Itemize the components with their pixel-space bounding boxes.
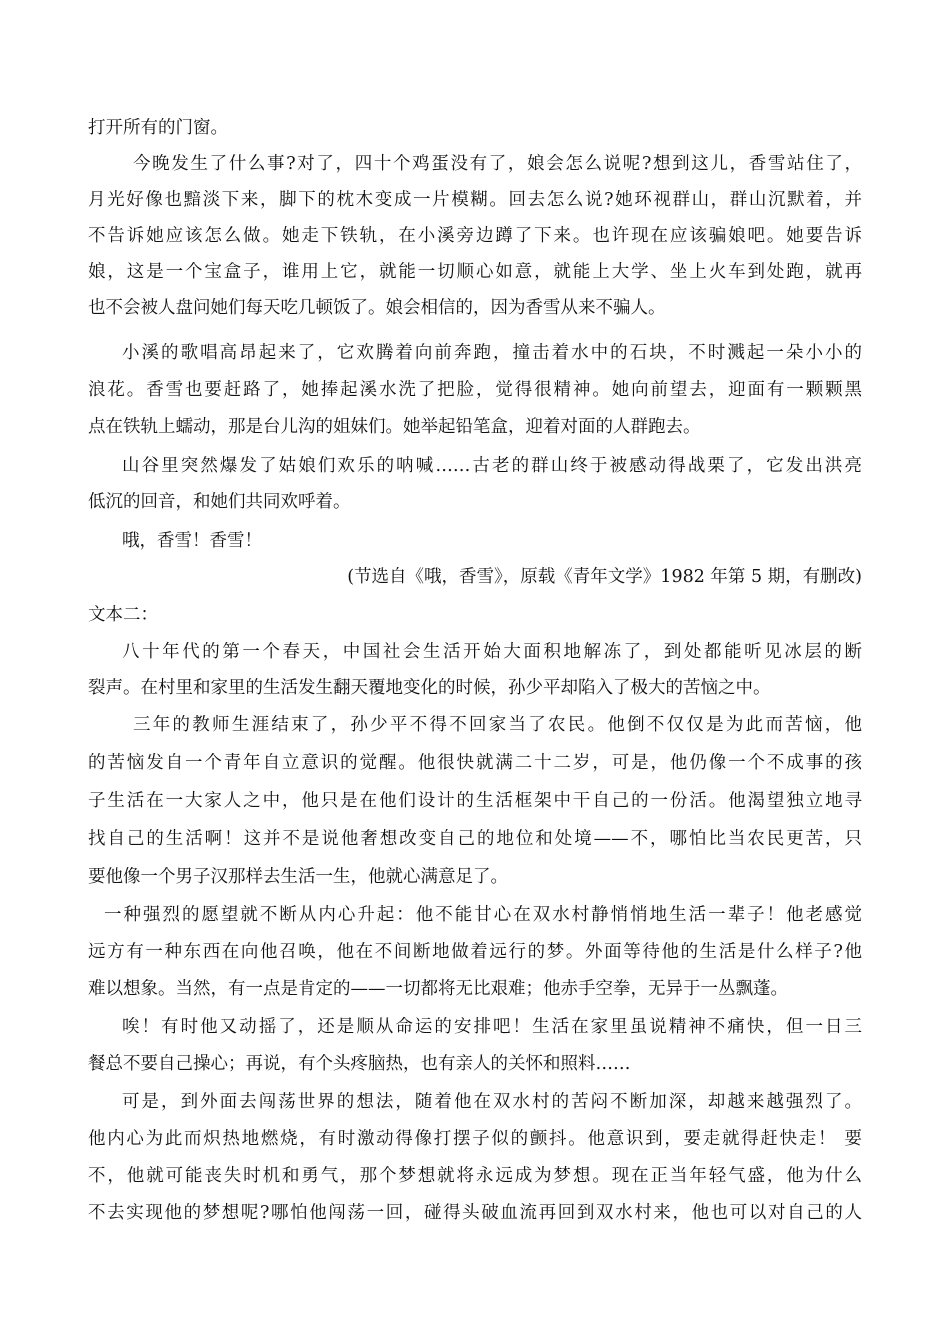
text-line: 月光好像也黯淡下来，脚下的枕木变成一片模糊。回去怎么说?她环视群山，群山沉默着，并 <box>88 190 862 210</box>
source-citation: (节选自《哦，香雪》，原载《青年文学》1982 年第 5 期，有删改) <box>347 567 862 587</box>
text-line: 打开所有的门窗。 <box>88 118 228 138</box>
text-line: 远方有一种东西在向他召唤，他在不间断地做着远行的梦。外面等待他的生活是什么样子?他 <box>88 942 862 962</box>
text-line: 今晚发生了什么事?对了，四十个鸡蛋没有了，娘会怎么说呢?想到这儿，香雪站住了， <box>133 154 862 174</box>
section-heading: 文本二： <box>88 605 158 625</box>
text-line: 浪花。香雪也要赶路了，她捧起溪水洗了把脸，觉得很精神。她向前望去，迎面有一颗颗黑 <box>88 380 862 400</box>
text-line: 可是，到外面去闯荡世界的想法，随着他在双水村的苦闷不断加深，却越来越强烈了。 <box>122 1092 862 1112</box>
text-line: 点在铁轨上蠕动，那是台儿沟的姐妹们。她举起铅笔盒，迎着对面的人群跑去。 <box>88 417 701 437</box>
text-line: 裂声。在村里和家里的生活发生翻天覆地变化的时候，孙少平却陷入了极大的苦恼之中。 <box>88 678 771 698</box>
text-line: 唉！有时他又动摇了，还是顺从命运的安排吧！生活在家里虽说精神不痛快，但一日三 <box>122 1017 862 1037</box>
text-line: 他内心为此而炽热地燃烧，有时激动得像打摆子似的颤抖。他意识到，要走就得赶快走！ 要 <box>88 1129 862 1149</box>
text-line: 的苦恼发自一个青年自立意识的觉醒。他很快就满二十二岁，可是，他仍像一个不成事的孩 <box>88 753 862 773</box>
text-line: 不告诉她应该怎么做。她走下铁轨，在小溪旁边蹲了下来。也许现在应该骗娘吧。她要告诉 <box>88 226 862 246</box>
text-line: 一种强烈的愿望就不断从内心升起：他不能甘心在双水村静悄悄地生活一辈子！他老感觉 <box>104 905 862 925</box>
text-line: 难以想象。当然，有一点是肯定的——一切都将无比艰难；他赤手空拳，无异于一丛飘蓬。 <box>88 979 788 999</box>
text-line: 餐总不要自己操心；再说，有个头疼脑热，也有亲人的关怀和照料…… <box>88 1054 631 1074</box>
text-line: 山谷里突然爆发了姑娘们欢乐的呐喊……古老的群山终于被感动得战栗了，它发出洪亮 <box>122 456 862 476</box>
text-line: 要他像一个男子汉那样去生活一生，他就心满意足了。 <box>88 867 508 887</box>
text-line: 不去实现他的梦想呢?哪怕他闯荡一回，碰得头破血流再回到双水村来，他也可以对自己的人 <box>88 1203 862 1223</box>
text-line: 八十年代的第一个春天，中国社会生活开始大面积地解冻了，到处都能听见冰层的断 <box>122 642 862 662</box>
text-line: 低沉的回音，和她们共同欢呼着。 <box>88 492 351 512</box>
text-line: 不，他就可能丧失时机和勇气，那个梦想就将永远成为梦想。现在正当年轻气盛，他为什么 <box>88 1166 862 1186</box>
text-line: 也不会被人盘问她们每天吃几顿饭了。娘会相信的，因为香雪从来不骗人。 <box>88 298 666 318</box>
text-line: 娘，这是一个宝盒子，谁用上它，就能一切顺心如意，就能上大学、坐上火车到处跑，就再 <box>88 262 862 282</box>
text-line: 哦，香雪！香雪！ <box>122 531 262 551</box>
text-line: 子生活在一大家人之中，他只是在他们设计的生活框架中干自己的一份活。他渴望独立地寻 <box>88 791 862 811</box>
text-line: 小溪的歌唱高昂起来了，它欢腾着向前奔跑，撞击着水中的石块，不时溅起一朵小小的 <box>122 343 862 363</box>
text-line: 三年的教师生涯结束了，孙少平不得不回家当了农民。他倒不仅仅是为此而苦恼，他 <box>133 715 862 735</box>
text-line: 找自己的生活啊！这并不是说他奢想改变自己的地位和处境——不，哪怕比当农民更苦，只 <box>88 829 862 849</box>
